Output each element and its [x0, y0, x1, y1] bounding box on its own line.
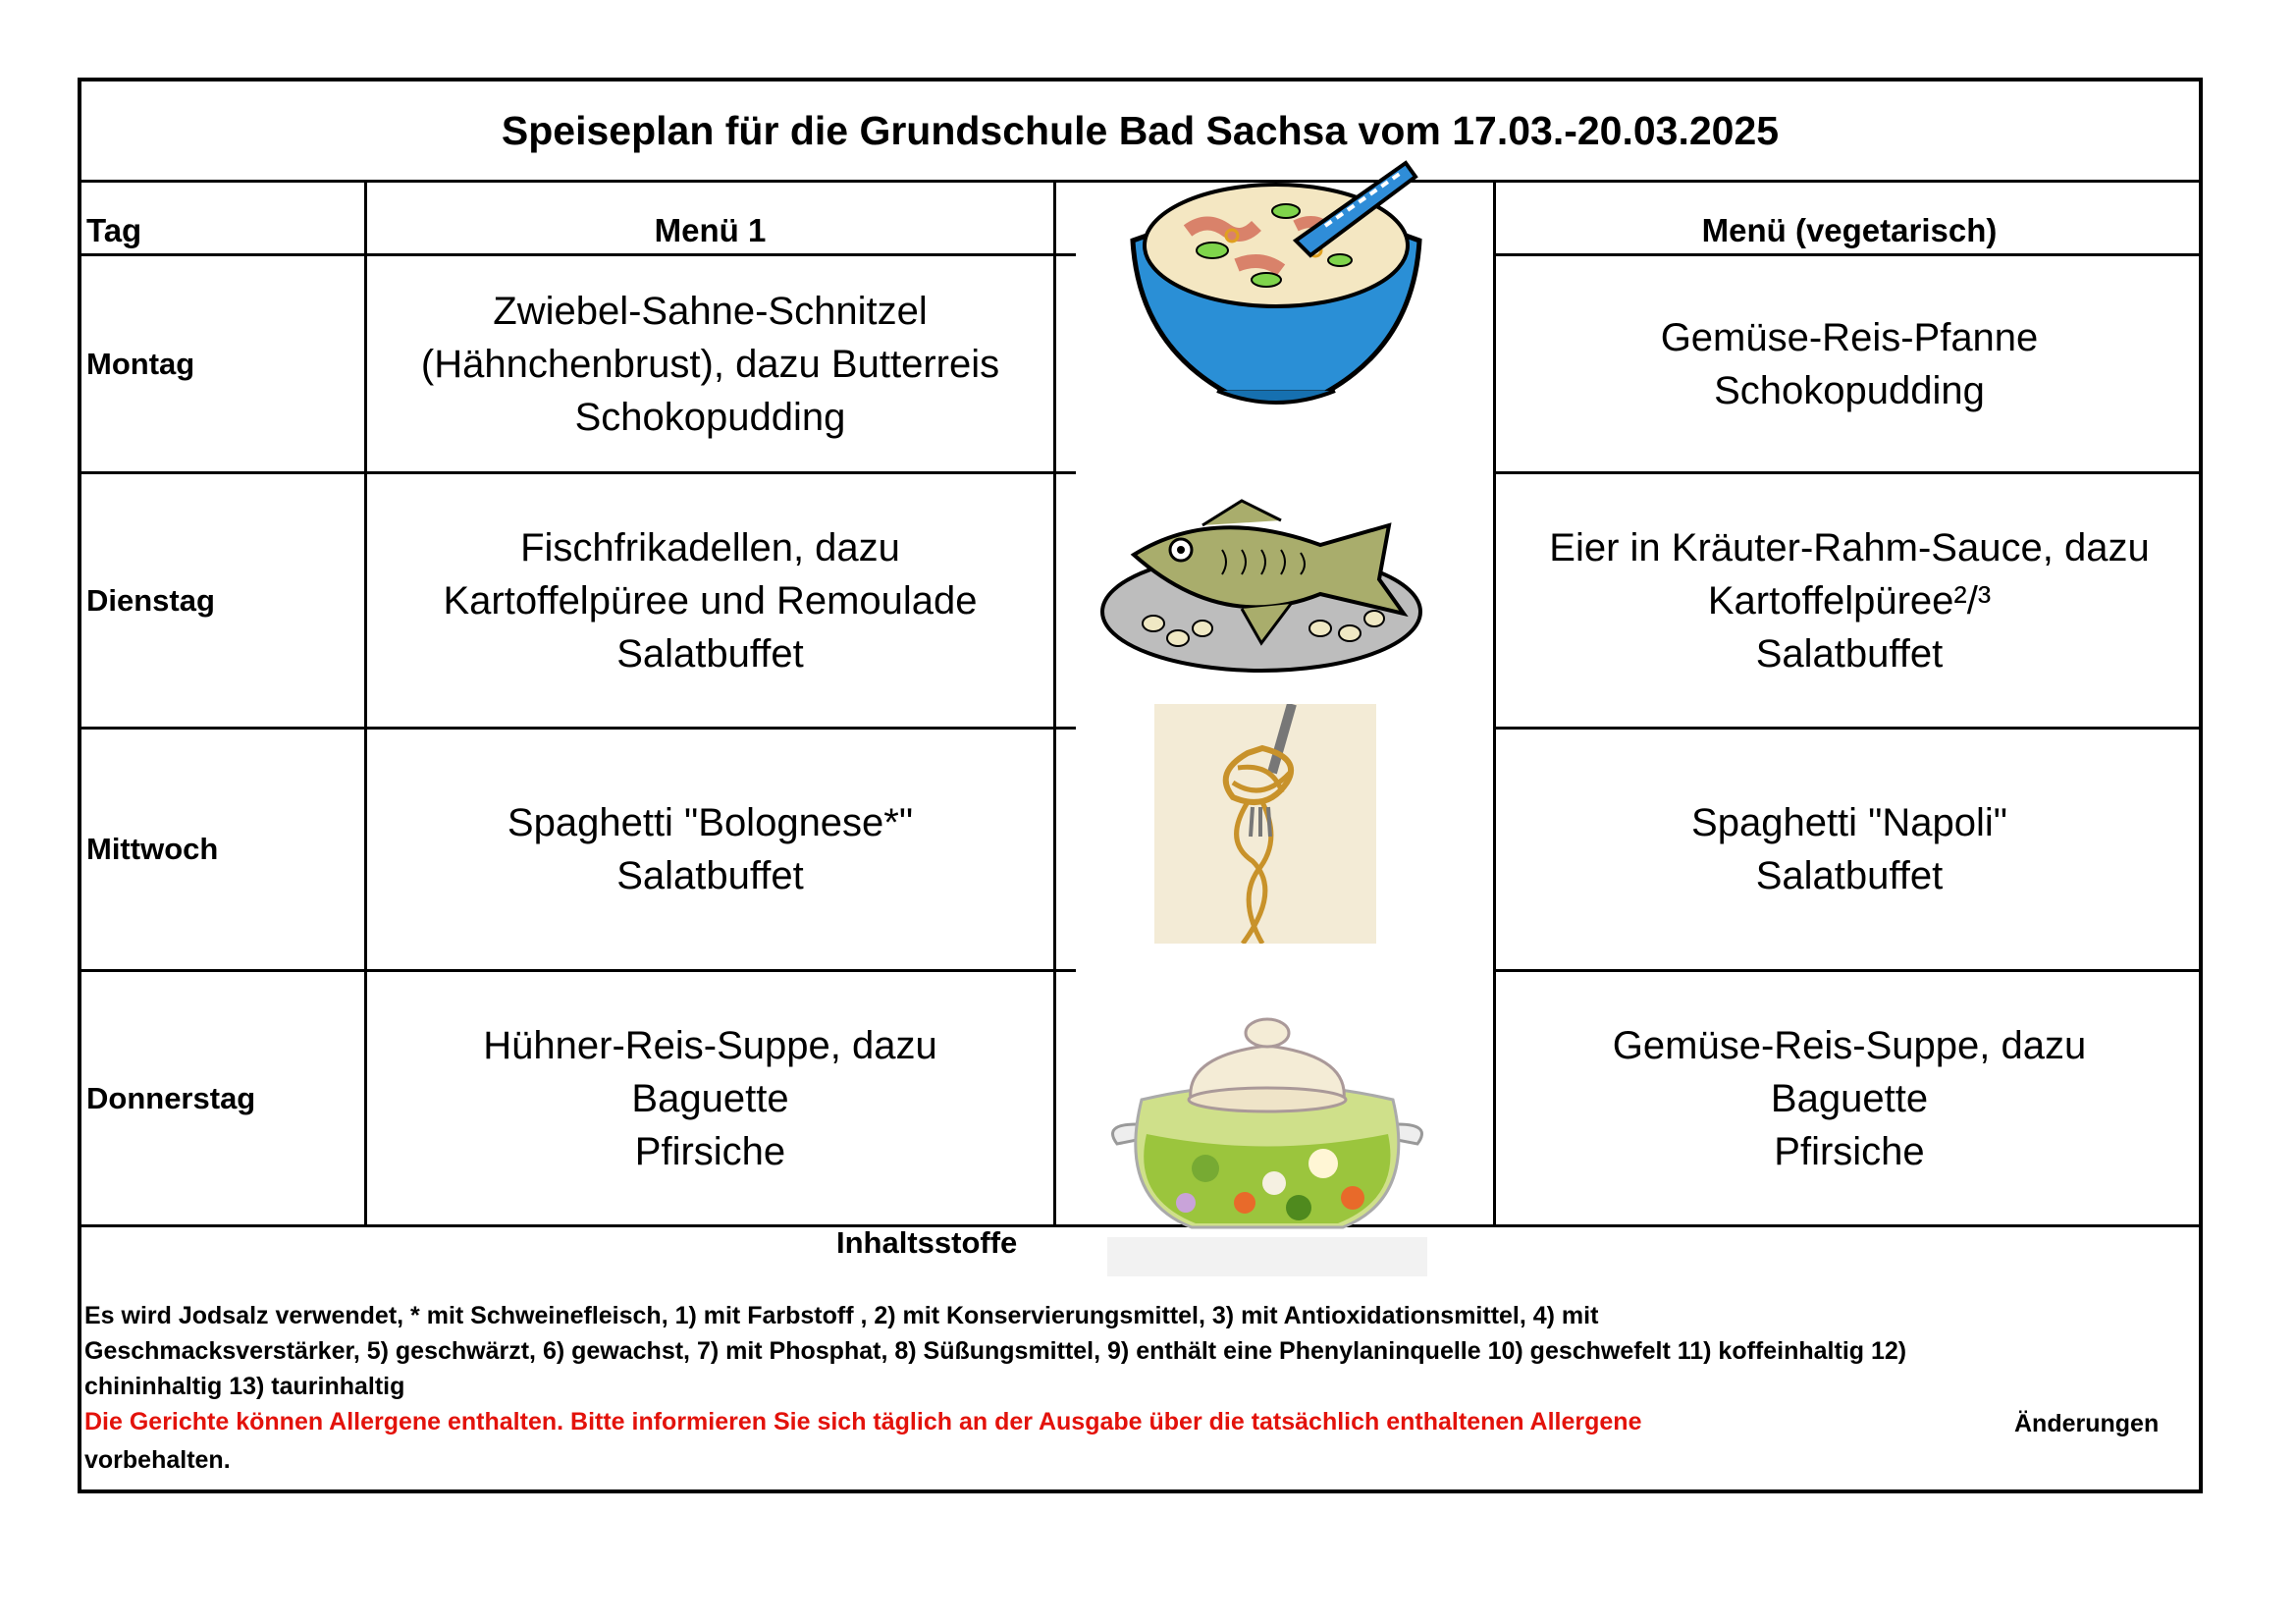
notes-line: Geschmacksverstärker, 5) geschwärzt, 6) gewachst, 7) mit Phosphat, 8) Süßungsmittel, 9) enthält eine Phenylaninquelle 10) geschwefelt 11) koffeinhaltig 12): [84, 1337, 1907, 1365]
veg-mittwoch: [1496, 730, 2203, 969]
day-donnerstag: Donnerstag: [86, 1080, 256, 1115]
veg-dienstag-line: Salatbuffet: [1755, 631, 1944, 676]
header-menu1: Menü 1: [654, 212, 767, 248]
soup-bowl-icon: [1129, 157, 1423, 422]
spaghetti-fork-icon: [1154, 704, 1376, 944]
veg-donnerstag-line: Baguette: [1770, 1076, 1929, 1120]
header-menu-veg: Menü (vegetarisch): [1701, 212, 1998, 248]
menu1-montag-line: Zwiebel-Sahne-Schnitzel: [493, 289, 928, 333]
veg-montag-line: Schokopudding: [1714, 368, 1985, 412]
day-montag: Montag: [86, 346, 195, 381]
menu1-montag: [367, 256, 1053, 471]
veg-dienstag-line: Eier in Kräuter-Rahm-Sauce, dazu: [1549, 525, 2150, 569]
veg-dienstag: [1496, 474, 2203, 727]
menu1-donnerstag: [367, 972, 1053, 1224]
vorbehalten-text: vorbehalten.: [84, 1446, 231, 1474]
menu1-mittwoch-line: Salatbuffet: [616, 854, 804, 897]
menu1-donnerstag-line: Pfirsiche: [634, 1129, 786, 1173]
allergen-warning: Die Gerichte können Allergene enthalten. Bitte informieren Sie sich täglich an der Ausgabe über die tatsächlich enthaltenen Allergene: [84, 1408, 1642, 1435]
vegetable-pot-icon: [1097, 1001, 1437, 1276]
veg-dienstag-line: Kartoffelpüree²/³: [1707, 578, 1992, 623]
menu1-donnerstag-line: Hühner-Reis-Suppe, dazu: [483, 1023, 937, 1067]
fish-plate-icon: [1095, 496, 1428, 677]
veg-donnerstag-line: Gemüse-Reis-Suppe, dazu: [1612, 1023, 2087, 1067]
aenderungen-text: Änderungen: [2014, 1410, 2160, 1437]
day-mittwoch: Mittwoch: [86, 832, 219, 866]
header-tag: Tag: [86, 212, 142, 248]
inhaltsstoffe-heading: Inhaltsstoffe: [836, 1225, 1018, 1260]
rule-col-menu1: [1053, 180, 1056, 1225]
page-title: Speiseplan für die Grundschule Bad Sachsa vom 17.03.-20.03.2025: [501, 107, 1780, 153]
menu1-mittwoch-line: Spaghetti "Bolognese*": [507, 801, 914, 844]
veg-donnerstag: [1496, 972, 2203, 1224]
menu1-mittwoch: [367, 730, 1053, 969]
veg-montag-line: Gemüse-Reis-Pfanne: [1660, 315, 2039, 359]
veg-montag: [1496, 256, 2203, 471]
menu1-montag-line: Schokopudding: [574, 395, 846, 439]
menu1-dienstag-line: Salatbuffet: [616, 631, 804, 676]
veg-mittwoch-line: Spaghetti "Napoli": [1691, 801, 2007, 844]
veg-donnerstag-line: Pfirsiche: [1774, 1129, 1925, 1173]
notes-line: Es wird Jodsalz verwendet, * mit Schweinefleisch, 1) mit Farbstoff , 2) mit Konservierungsmittel, 3) mit Antioxidationsmittel, 4) mit: [84, 1302, 1599, 1329]
day-dienstag: Dienstag: [86, 582, 215, 618]
menu1-dienstag-line: Fischfrikadellen, dazu: [520, 525, 900, 569]
veg-mittwoch-line: Salatbuffet: [1755, 854, 1944, 897]
menu1-donnerstag-line: Baguette: [631, 1076, 789, 1120]
menu1-dienstag-line: Kartoffelpüree und Remoulade: [443, 578, 978, 623]
notes-line: chininhaltig 13) taurinhaltig: [84, 1373, 405, 1400]
menu1-montag-line: (Hähnchenbrust), dazu Butterreis: [420, 342, 1000, 386]
ingredients-notes: [84, 1298, 2195, 1439]
menu1-dienstag: [367, 474, 1053, 727]
